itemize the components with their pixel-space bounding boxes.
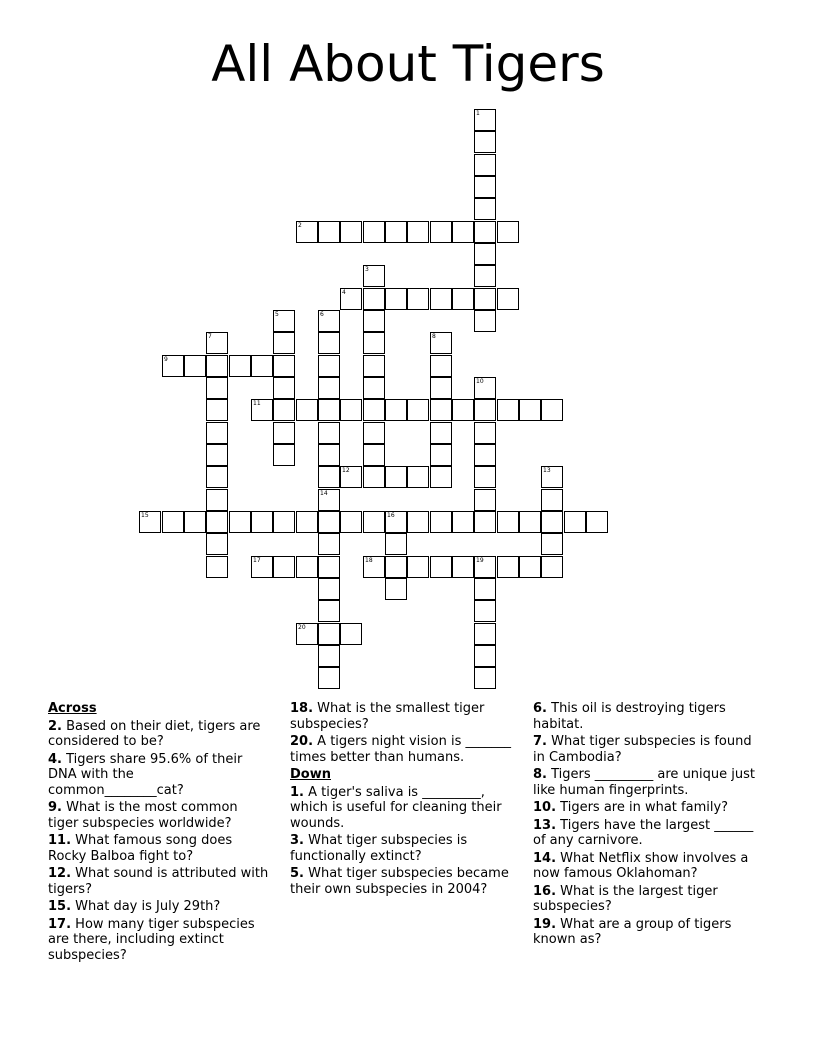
down-clue-8: 8. Tigers _________ are unique just like human fingerprints. (533, 767, 755, 798)
grid-cell[interactable] (251, 556, 273, 578)
grid-cell[interactable] (206, 355, 228, 377)
grid-cell[interactable] (206, 533, 228, 555)
across-clue-17: 17. How many tiger subspecies are there, including extinct subspecies? (48, 916, 255, 963)
grid-cell[interactable] (474, 243, 496, 265)
grid-cell[interactable] (340, 221, 362, 243)
grid-cell[interactable] (474, 198, 496, 220)
cell-number: 13 (543, 467, 551, 474)
grid-cell[interactable] (385, 221, 407, 243)
grid-cell[interactable] (296, 511, 318, 533)
grid-cell[interactable] (273, 422, 295, 444)
cell-number: 18 (365, 557, 373, 564)
grid-cell[interactable] (318, 511, 340, 533)
clue-column-2 (290, 701, 520, 899)
down-clue-5: 5. What tiger subspecies became their own subspecies in 2004? (290, 866, 509, 897)
grid-cell[interactable] (474, 154, 496, 176)
cell-number: 14 (320, 490, 328, 497)
grid-cell[interactable] (430, 444, 452, 466)
grid-cell[interactable] (162, 511, 184, 533)
grid-cell[interactable] (229, 355, 251, 377)
grid-cell[interactable] (206, 466, 228, 488)
grid-cell[interactable] (318, 645, 340, 667)
grid-cell[interactable] (541, 511, 563, 533)
grid-cell[interactable] (206, 399, 228, 421)
across-clue-18: 18. What is the smallest tiger subspecies? (290, 701, 485, 732)
grid-cell[interactable] (273, 377, 295, 399)
grid-cell[interactable] (363, 332, 385, 354)
grid-cell[interactable] (541, 556, 563, 578)
grid-cell[interactable] (296, 399, 318, 421)
grid-cell[interactable] (385, 511, 407, 533)
clue-column-1 (48, 701, 270, 965)
cell-number: 3 (365, 266, 369, 273)
cell-number: 6 (320, 311, 324, 318)
grid-cell[interactable] (184, 511, 206, 533)
cell-number: 1 (476, 110, 480, 117)
grid-cell[interactable] (251, 399, 273, 421)
grid-cell[interactable] (340, 288, 362, 310)
grid-cell[interactable] (251, 511, 273, 533)
grid-cell[interactable] (206, 511, 228, 533)
grid-cell[interactable] (340, 511, 362, 533)
grid-cell[interactable] (541, 533, 563, 555)
grid-cell[interactable] (206, 444, 228, 466)
grid-cell[interactable] (430, 332, 452, 354)
grid-cell[interactable] (407, 556, 429, 578)
down-heading: Down (290, 767, 331, 782)
grid-cell[interactable] (385, 578, 407, 600)
grid-cell[interactable] (385, 466, 407, 488)
grid-cell[interactable] (474, 600, 496, 622)
grid-cell[interactable] (452, 556, 474, 578)
grid-cell[interactable] (452, 221, 474, 243)
cell-number: 16 (387, 512, 395, 519)
grid-cell[interactable] (474, 623, 496, 645)
grid-cell[interactable] (318, 600, 340, 622)
grid-cell[interactable] (318, 489, 340, 511)
grid-cell[interactable] (318, 422, 340, 444)
grid-cell[interactable] (541, 489, 563, 511)
grid-cell[interactable] (206, 556, 228, 578)
grid-cell[interactable] (273, 399, 295, 421)
grid-cell[interactable] (363, 310, 385, 332)
grid-cell[interactable] (541, 466, 563, 488)
grid-cell[interactable] (251, 355, 273, 377)
cell-number: 19 (476, 557, 484, 564)
grid-cell[interactable] (318, 667, 340, 689)
grid-cell[interactable] (430, 377, 452, 399)
grid-cell[interactable] (519, 511, 541, 533)
cell-number: 12 (342, 467, 350, 474)
across-clue-15: 15. What day is July 29th? (48, 899, 221, 914)
cell-number: 11 (253, 400, 261, 407)
cell-number: 20 (298, 624, 306, 631)
grid-cell[interactable] (385, 533, 407, 555)
grid-cell[interactable] (430, 466, 452, 488)
grid-cell[interactable] (452, 511, 474, 533)
down-clue-1: 1. A tiger's saliva is _________, which is useful for cleaning their wounds. (290, 784, 502, 831)
grid-cell[interactable] (497, 556, 519, 578)
grid-cell[interactable] (497, 399, 519, 421)
cell-number: 7 (208, 333, 212, 340)
grid-cell[interactable] (162, 355, 184, 377)
grid-cell[interactable] (139, 511, 161, 533)
grid-cell[interactable] (474, 489, 496, 511)
cell-number: 15 (141, 512, 149, 519)
across-clue-12: 12. What sound is attributed with tigers? (48, 866, 269, 897)
across-clue-4: 4. Tigers share 95.6% of their DNA with the common________cat? (48, 751, 243, 798)
grid-cell[interactable] (474, 645, 496, 667)
across-clue-2: 2. Based on their diet, tigers are considered to be? (48, 718, 261, 749)
grid-cell[interactable] (273, 511, 295, 533)
page-title: All About Tigers (211, 35, 605, 93)
grid-cell[interactable] (474, 377, 496, 399)
grid-cell[interactable] (273, 310, 295, 332)
grid-cell[interactable] (474, 511, 496, 533)
down-clue-14: 14. What Netflix show involves a now famous Oklahoman? (533, 850, 749, 881)
grid-cell[interactable] (474, 288, 496, 310)
cell-number: 8 (432, 333, 436, 340)
grid-cell[interactable] (430, 511, 452, 533)
grid-cell[interactable] (452, 399, 474, 421)
grid-cell[interactable] (363, 377, 385, 399)
grid-cell[interactable] (318, 578, 340, 600)
grid-cell[interactable] (474, 131, 496, 153)
cell-number: 2 (298, 222, 302, 229)
down-clue-3: 3. What tiger subspecies is functionally extinct? (290, 833, 468, 864)
grid-cell[interactable] (318, 355, 340, 377)
grid-cell[interactable] (363, 422, 385, 444)
grid-cell[interactable] (586, 511, 608, 533)
across-clue-11: 11. What famous song does Rocky Balboa fight to? (48, 833, 233, 864)
grid-cell[interactable] (474, 444, 496, 466)
grid-cell[interactable] (296, 623, 318, 645)
cell-number: 10 (476, 378, 484, 385)
cell-number: 17 (253, 557, 261, 564)
across-clue-9: 9. What is the most common tiger subspecies worldwide? (48, 800, 238, 831)
grid-cell[interactable] (363, 466, 385, 488)
grid-cell[interactable] (318, 623, 340, 645)
grid-cell[interactable] (363, 556, 385, 578)
grid-cell[interactable] (318, 556, 340, 578)
grid-cell[interactable] (363, 221, 385, 243)
grid-cell[interactable] (474, 667, 496, 689)
grid-cell[interactable] (474, 556, 496, 578)
grid-cell[interactable] (363, 355, 385, 377)
grid-cell[interactable] (430, 221, 452, 243)
grid-cell[interactable] (340, 623, 362, 645)
grid-cell[interactable] (318, 377, 340, 399)
grid-cell[interactable] (497, 511, 519, 533)
grid-cell[interactable] (474, 310, 496, 332)
grid-cell[interactable] (474, 399, 496, 421)
grid-cell[interactable] (363, 288, 385, 310)
grid-cell[interactable] (564, 511, 586, 533)
grid-cell[interactable] (363, 444, 385, 466)
grid-cell[interactable] (407, 466, 429, 488)
grid-cell[interactable] (430, 355, 452, 377)
grid-cell[interactable] (519, 556, 541, 578)
grid-cell[interactable] (474, 265, 496, 287)
grid-cell[interactable] (407, 288, 429, 310)
grid-cell[interactable] (318, 332, 340, 354)
grid-cell[interactable] (474, 422, 496, 444)
grid-cell[interactable] (452, 288, 474, 310)
grid-cell[interactable] (318, 310, 340, 332)
grid-cell[interactable] (273, 556, 295, 578)
grid-cell[interactable] (273, 444, 295, 466)
grid-cell[interactable] (273, 332, 295, 354)
cell-number: 4 (342, 289, 346, 296)
grid-cell[interactable] (206, 489, 228, 511)
grid-cell[interactable] (407, 511, 429, 533)
down-clue-16: 16. What is the largest tiger subspecies? (533, 883, 718, 914)
grid-cell[interactable] (385, 556, 407, 578)
grid-cell[interactable] (318, 533, 340, 555)
grid-cell[interactable] (407, 399, 429, 421)
grid-cell[interactable] (184, 355, 206, 377)
grid-cell[interactable] (385, 399, 407, 421)
grid-cell[interactable] (474, 176, 496, 198)
grid-cell[interactable] (474, 578, 496, 600)
grid-cell[interactable] (340, 466, 362, 488)
grid-cell[interactable] (541, 399, 563, 421)
grid-cell[interactable] (206, 332, 228, 354)
grid-cell[interactable] (430, 556, 452, 578)
grid-cell[interactable] (519, 399, 541, 421)
grid-cell[interactable] (206, 377, 228, 399)
grid-cell[interactable] (296, 556, 318, 578)
grid-cell[interactable] (318, 221, 340, 243)
grid-cell[interactable] (474, 221, 496, 243)
grid-cell[interactable] (318, 399, 340, 421)
down-clue-6: 6. This oil is destroying tigers habitat. (533, 701, 726, 732)
grid-cell[interactable] (497, 288, 519, 310)
grid-cell[interactable] (318, 466, 340, 488)
grid-cell[interactable] (497, 221, 519, 243)
grid-cell[interactable] (273, 355, 295, 377)
grid-cell[interactable] (474, 109, 496, 131)
down-clue-7: 7. What tiger subspecies is found in Cambodia? (533, 734, 752, 765)
grid-cell[interactable] (474, 466, 496, 488)
grid-cell[interactable] (407, 221, 429, 243)
down-clue-19: 19. What are a group of tigers known as? (533, 916, 732, 947)
grid-cell[interactable] (430, 288, 452, 310)
cell-number: 5 (275, 311, 279, 318)
grid-cell[interactable] (385, 288, 407, 310)
grid-cell[interactable] (340, 399, 362, 421)
grid-cell[interactable] (430, 399, 452, 421)
down-clue-13: 13. Tigers have the largest ______ of any carnivore. (533, 817, 754, 848)
grid-cell[interactable] (318, 444, 340, 466)
grid-cell[interactable] (229, 511, 251, 533)
grid-cell[interactable] (363, 399, 385, 421)
grid-cell[interactable] (296, 221, 318, 243)
grid-cell[interactable] (363, 265, 385, 287)
grid-cell[interactable] (206, 422, 228, 444)
grid-cell[interactable] (363, 511, 385, 533)
across-clue-20: 20. A tigers night vision is _______ times better than humans. (290, 734, 512, 765)
clue-column-3 (533, 701, 758, 950)
grid-cell[interactable] (430, 422, 452, 444)
across-heading: Across (48, 701, 97, 716)
down-clue-10: 10. Tigers are in what family? (533, 800, 729, 815)
cell-number: 9 (164, 356, 168, 363)
